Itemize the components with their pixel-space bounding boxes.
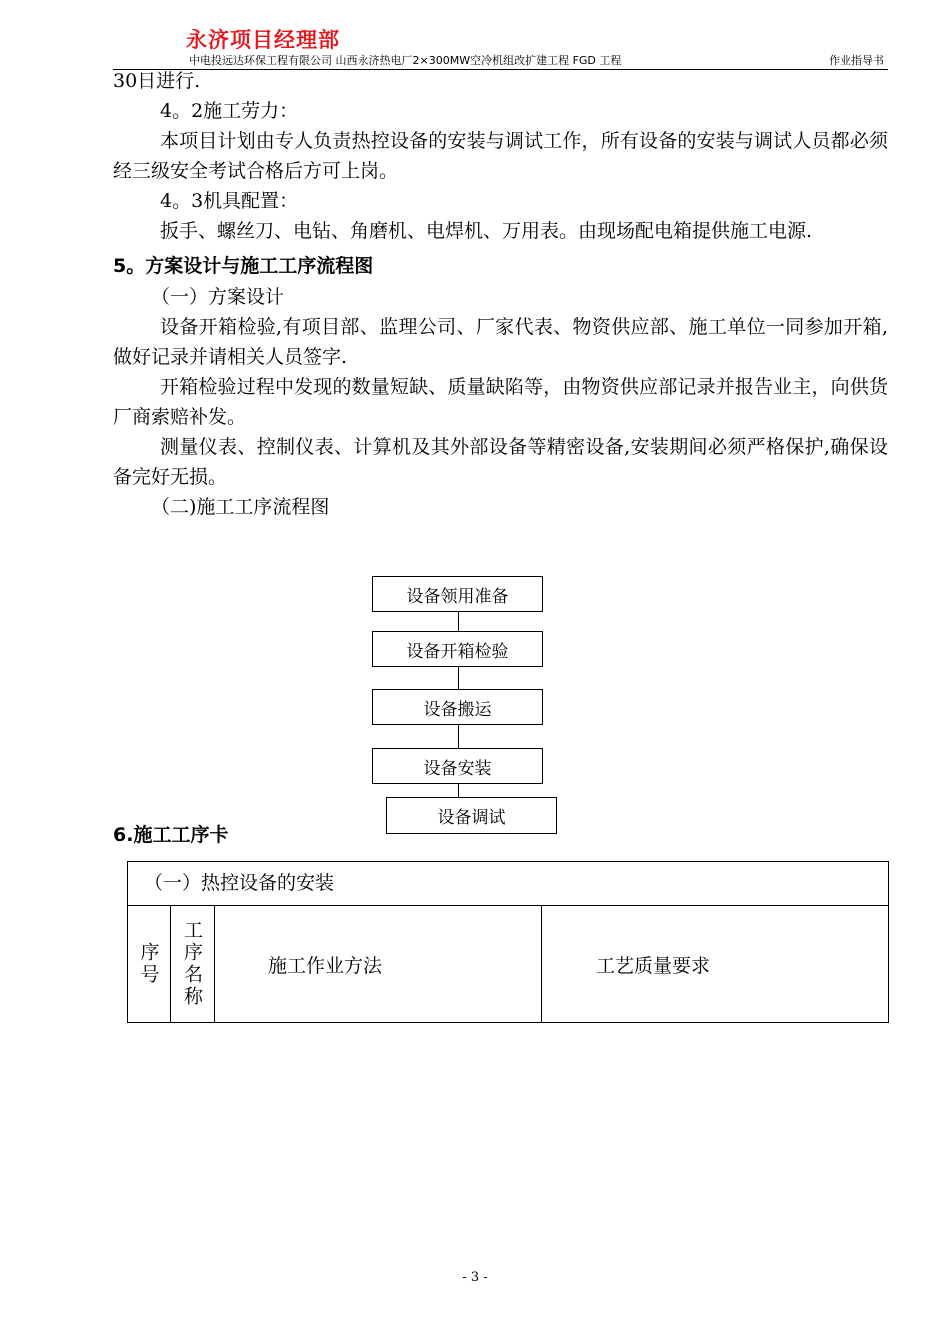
flow-step-1: 设备领用准备 bbox=[372, 576, 543, 612]
subsection-design: （一）方案设计 bbox=[151, 286, 285, 308]
flow-step-5: 设备调试 bbox=[386, 797, 557, 834]
section-4-3-text: 扳手、螺丝刀、电钻、角磨机、电焊机、万用表。由现场配电箱提供施工电源. bbox=[160, 220, 813, 242]
continued-line: 30日进行. bbox=[113, 70, 201, 92]
column-header-quality: 工艺质量要求 bbox=[596, 954, 711, 977]
flow-step-2: 设备开箱检验 bbox=[372, 631, 543, 667]
section-5-heading: 5。方案设计与施工工序流程图 bbox=[113, 255, 374, 277]
design-paragraph-2: 开箱检验过程中发现的数量短缺、质量缺陷等，由物资供应部记录并报告业主，向供货厂商索赔补发。 bbox=[113, 376, 888, 428]
project-logo-text: 永济项目经理部 bbox=[186, 28, 340, 52]
column-header-method: 施工作业方法 bbox=[268, 954, 383, 977]
column-header-sequence: 序号 bbox=[137, 942, 160, 986]
flow-step-3: 设备搬运 bbox=[372, 689, 543, 725]
document-body bbox=[113, 66, 888, 522]
column-divider bbox=[541, 906, 542, 1022]
section-6-heading: 6.施工工序卡 bbox=[113, 824, 229, 846]
section-4-3-title: 4。3机具配置： bbox=[160, 190, 299, 212]
section-4-2-title: 4。2施工劳力： bbox=[160, 100, 299, 122]
header-company: 中电投远达环保工程有限公司 山西永济热电厂2×300MW空冷机组改扩建工程 FGD 工程 bbox=[189, 54, 622, 67]
card-title: （一）热控设备的安装 bbox=[128, 862, 888, 906]
flow-step-4: 设备安装 bbox=[372, 748, 543, 784]
subsection-flowchart: （二)施工工序流程图 bbox=[151, 496, 330, 518]
design-paragraph-3: 测量仪表、控制仪表、计算机及其外部设备等精密设备,安装期间必须严格保护,确保设备完好无损。 bbox=[113, 436, 888, 488]
column-header-process-name: 工序名称 bbox=[181, 920, 203, 1008]
section-4-2-text: 本项目计划由专人负责热控设备的安装与调试工作，所有设备的安装与调试人员都必须经三级安全考试合格后方可上岗。 bbox=[113, 130, 888, 182]
column-divider bbox=[214, 906, 215, 1022]
flow-connector bbox=[458, 612, 459, 630]
process-card-table bbox=[127, 861, 889, 1023]
design-paragraph-1: 设备开箱检验,有项目部、监理公司、厂家代表、物资供应部、施工单位一同参加开箱,做好记录并请相关人员签字. bbox=[113, 316, 888, 368]
header-doc-type: 作业指导书 bbox=[829, 54, 884, 67]
page-number: - 3 - bbox=[462, 1270, 488, 1285]
